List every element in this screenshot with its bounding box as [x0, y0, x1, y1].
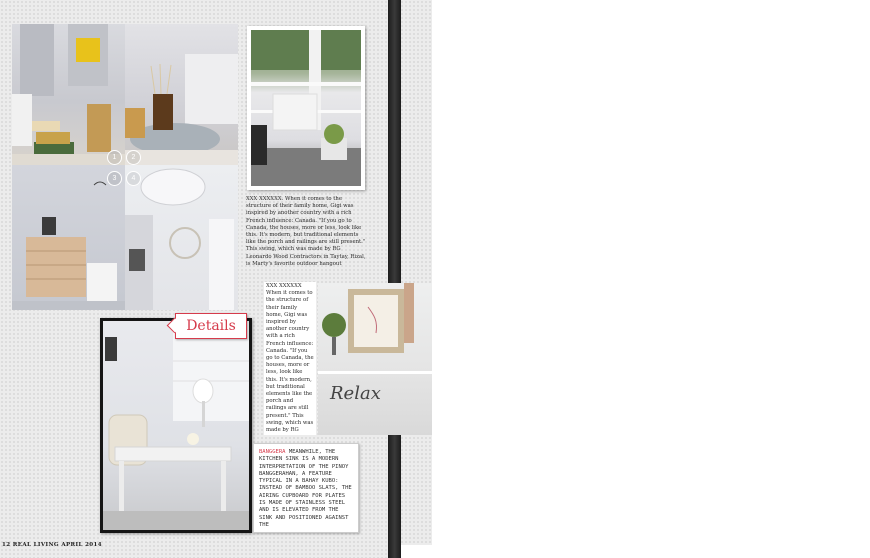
sidebar-text: MEANWHILE, THE KITCHEN SINK IS A MODERN INTERPRETATION OF THE PINOY BANGGERAHAN, A FEATURE TYPICAL IN A BAHAY KUBO: INSTEAD OF BAMBOO SLATS, THE AIRING CUPBOARD FOR PLATES IS MADE OF STAINLESS STEEL AND IS ELEVATED FROM THE SINK AND POSITIONED AGAINST THE	[259, 449, 352, 528]
photo-reed-diffuser	[125, 24, 238, 165]
right-page-edge	[400, 0, 432, 545]
page-footer	[2, 542, 102, 548]
banggera-sidebar	[253, 443, 359, 533]
relax-sign-text: Relax	[330, 383, 381, 404]
photo-writing-desk	[103, 321, 249, 530]
photo-number-3: 3	[107, 171, 122, 186]
issue-date: APRIL 2014	[61, 542, 102, 548]
photo-chandelier-clock	[125, 165, 238, 310]
photo-relax-sign	[318, 283, 432, 435]
photo-porch-swing	[251, 30, 361, 186]
photo-number-1: 1	[107, 150, 122, 165]
magazine-name: REAL LIVING	[12, 542, 60, 548]
photo-dresser	[12, 165, 125, 310]
magazine-spine	[388, 0, 401, 558]
photo-number-4: 4	[126, 171, 141, 186]
sidebar-heading: BANGGERA	[259, 449, 286, 455]
photo-shelf-organizers	[12, 24, 125, 165]
photo-porch-swing-frame	[247, 26, 365, 190]
narrow-text-column: XXX XXXXXX When it comes to the structure of their family home, Gigi was inspired by another country with a rich French influence: Canada. "If you go to Canada, the houses, more or less, look like this. It's modern, but traditional elements like the porch and railings are still present." This swing, which was made by RG	[264, 282, 316, 435]
photo-number-2: 2	[126, 150, 141, 165]
photo-desk-frame	[100, 318, 252, 533]
page-number: 12	[2, 542, 11, 548]
porch-caption: XXX XXXXXX. When it comes to the structure of their family home, Gigi was inspired by another country with a rich French influence: Canada. "If you go to Canada, the houses, more or less, look like this. It's modern, but traditional elements like the porch and railings are still present." This swing, which was made by RG Leonardo Wood Contractors in Taytay, Rizal, is Marty's favorite outdoor hangout	[246, 196, 366, 267]
details-label: Details	[175, 313, 247, 339]
